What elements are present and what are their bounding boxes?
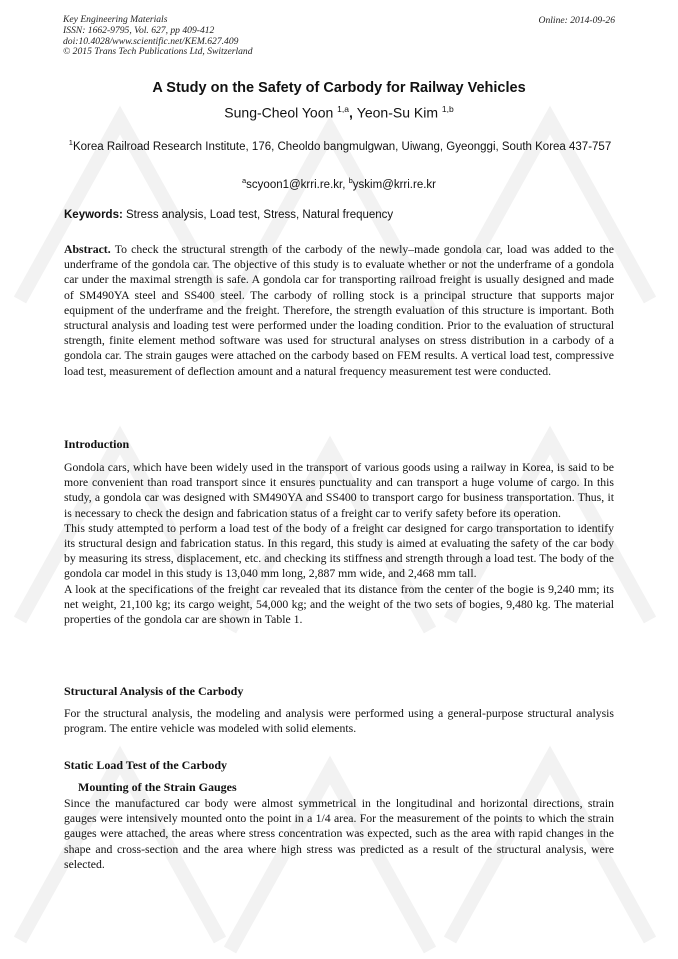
journal-name: Key Engineering Materials — [63, 14, 168, 25]
static-load-body — [64, 796, 614, 872]
paper-title: A Study on the Safety of Carbody for Railway Vehicles — [152, 80, 526, 96]
online-date: Online: 2014-09-26 — [538, 15, 615, 26]
email-line — [0, 176, 678, 191]
keywords-label: Keywords: — [64, 209, 123, 221]
static-load-heading: Static Load Test of the Carbody — [64, 758, 228, 772]
email-a[interactable]: scyoon1@krri.re.kr, — [246, 178, 349, 191]
issn-line: ISSN: 1662-9795, Vol. 627, pp 409-412 — [63, 24, 215, 36]
journal-header — [63, 15, 253, 58]
introduction-heading: Introduction — [64, 437, 130, 451]
strain-gauges-paragraph: Since the manufactured car body were almost symmetrical in the longitudinal and horizontal directions, strain gauges were intensively mounted onto the point in a 1/4 area. For the measurement of the points to which the strain gauges were attached, the areas where stress concentration was expected, such as the area with rapid changes in the shape and cross-section and the area where high stress was predicted as a result of the structural analysis, were selected. — [64, 797, 614, 871]
copyright-line: © 2015 Trans Tech Publications Ltd, Switzerland — [63, 46, 253, 58]
affiliation-mark: 1 — [68, 138, 73, 147]
author-1-affil: 1,a — [337, 104, 349, 114]
strain-gauges-subheading: Mounting of the Strain Gauges — [78, 780, 237, 794]
abstract-label: Abstract. — [64, 243, 111, 256]
introduction-paragraph-3: A look at the specifications of the freight car revealed that its distance from the center of the bogie is 9,240 mm; its net weight, 21,100 kg; its cargo weight, 54,000 kg; and the weight of the two sets of bogies, 9,480 kg. The material properties of the gondola car are shown in Table 1. — [64, 582, 614, 627]
email-b[interactable]: yskim@krri.re.kr — [352, 178, 436, 191]
structural-analysis-paragraph: For the structural analysis, the modeling and analysis were performed using a general-purpose structural analysis program. The entire vehicle was modeled with solid elements. — [64, 707, 614, 736]
keywords — [64, 209, 393, 221]
affiliation-text: Korea Railroad Research Institute, 176, Cheoldo bangmulgwan, Uiwang, Gyeonggi, South Korea 437-757 — [72, 140, 612, 153]
affiliation — [60, 132, 620, 158]
author-line — [0, 104, 678, 121]
author-2: Yeon-Su Kim — [356, 104, 442, 121]
structural-analysis-heading: Structural Analysis of the Carbody — [64, 684, 244, 698]
structural-analysis-body — [64, 706, 614, 736]
email-a-mark: a — [242, 176, 247, 185]
author-2-affil: 1,b — [441, 104, 454, 114]
introduction-paragraph-1: Gondola cars, which have been widely used in the transport of various goods using a railway in Korea, is said to be more convenient than road transport since it ensures punctuality and can transport a huge volume of cargo. In this study, a gondola car was designed with SM490YA and SS400 to transport cargo for business transportation. Thus, it is necessary to check the design and fabrication status of a freight car to verify safety before its operation. — [64, 461, 614, 520]
keywords-text: Stress analysis, Load test, Stress, Natural frequency — [122, 209, 394, 221]
introduction-paragraph-2: This study attempted to perform a load test of the body of a freight car designed for cargo transportation to identify its structural design and fabrication status. In this regard, this study is aimed at evaluating the safety of the car body by measuring its stress, displacement, etc. and checking its stiffness and strength through a load test. The body of the gondola car model in this study is 13,040 mm long, 2,887 mm wide, and 2,468 mm tall. — [64, 521, 614, 581]
abstract — [64, 242, 614, 379]
author-1: Sung-Cheol Yoon — [224, 104, 338, 121]
author-separator: , — [349, 104, 357, 121]
email-b-mark: b — [348, 176, 353, 185]
doi-line: doi:10.4028/www.scientific.net/KEM.627.409 — [63, 35, 239, 47]
introduction-body — [64, 460, 614, 627]
abstract-text: To check the structural strength of the carbody of the newly–made gondola car, load was added to the underframe of the gondola car. The objective of this study is to evaluate whether or not the underframe of a gondola car under the maximal strength is safe. A gondola car for transporting railroad freight is usually designed and made of SM490YA steel and SS400 steel. The carbody of rolling stock is a principal structure that supports major equipment of the underframe and the freight. Therefore, the strength evaluation of this structure is important. Both structural analysis and loading test were performed under the loading condition. Prior to the evaluation of structural strength, finite element method software was used for structural analyses on stress distribution in a carbody of a gondola car. The strain gauges were attached on the carbody based on FEM results. A vertical load test, compressive load test, measurement of deflection amount and a natural frequency measurement test were conducted. — [64, 243, 614, 378]
